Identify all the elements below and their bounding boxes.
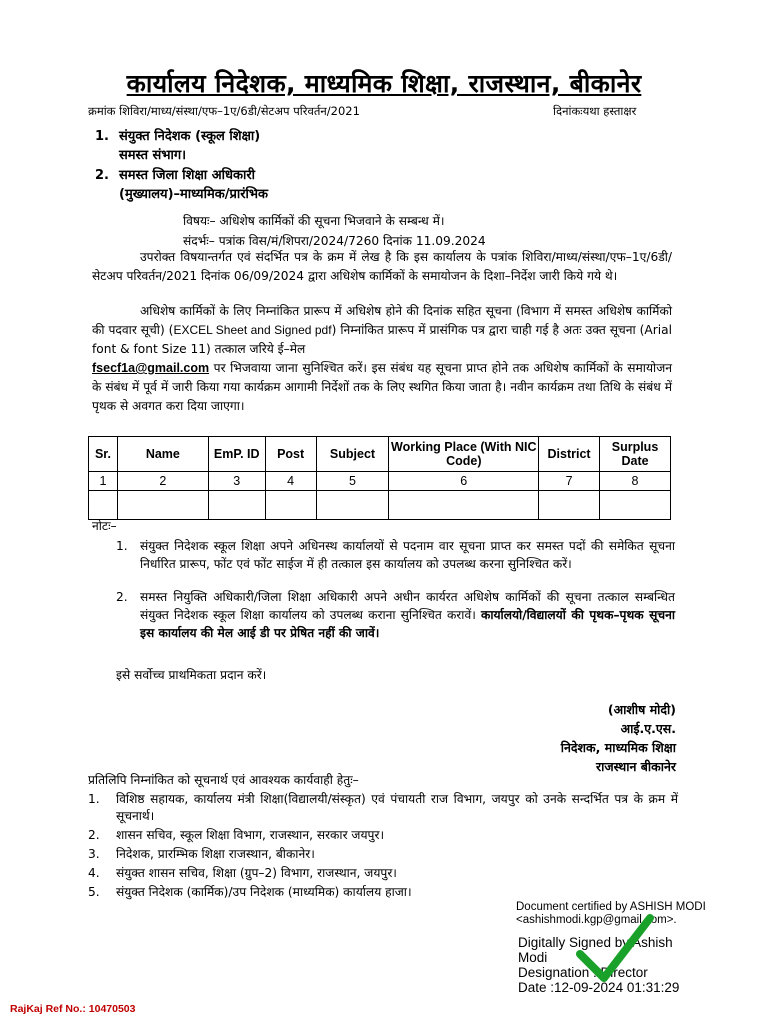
signatory-name: (आशीष मोदी) <box>607 702 676 717</box>
table-cell <box>117 491 208 520</box>
header-cell: EmP. ID <box>208 437 265 472</box>
copy-heading: प्रतिलिपि निम्नांकित को सूचनार्थ एवं आवश्यक कार्यवाही हेतुः– <box>88 773 359 787</box>
table-cell: 7 <box>539 472 600 491</box>
table-row <box>89 491 671 520</box>
date-line: दिनांकःयथा हस्ताक्षर <box>553 104 637 118</box>
signed-by: Digitally Signed by Ashish <box>518 935 673 950</box>
table-cell: 8 <box>600 472 671 491</box>
table-cell <box>389 491 539 520</box>
header-cell: Surplus Date <box>600 437 671 472</box>
note-1: संयुक्त निदेशक स्कूल शिक्षा अपने अधिनस्थ कार्यालयों से पदनाम वार सूचना प्राप्त कर समस्त पदों की समेकित सूचना निर्धारित प्रारूप, फोंट एवं फोंट साईज में ही तत्काल इस कार्यालय को उपलब्ध करना सुनिश्चित करें। <box>140 539 675 571</box>
paragraph-1: उपरोक्त विषयान्तर्गत एवं संदर्भित पत्र के क्रम में लेख है कि इस कार्यालय के पत्रांक शिविरा/माध्य/संस्था/एफ–1ए/6डी/सेटअप परिवर्तन/2021 दिनांक 06/09/2024 द्वारा अधिशेष कार्मिकों के समायोजन के दिशा–निर्देश जारी किये गये थे। <box>92 250 672 283</box>
notes-label: नोटः– <box>92 519 117 533</box>
table-cell: 3 <box>208 472 265 491</box>
signatory-designation: निदेशक, माध्यमिक शिक्षा <box>560 740 676 755</box>
paragraph-text: ) निम्नांकित प्रारूप में प्रासंगिक पत्र द्वारा चाही गई है अतः उक्त सूचना (Arial font & font Size 11) तत्काल जरिये ई–मेल <box>92 323 672 356</box>
addressee-number: 1. <box>95 129 109 144</box>
table-cell: 6 <box>389 472 539 491</box>
office-title: कार्यालय निदेशक, माध्यमिक शिक्षा, राजस्थान, बीकानेर <box>126 69 642 98</box>
note-text: समस्त नियुक्ति अधिकारी/जिला शिक्षा अधिकारी अपने अधीन कार्यरत अधिशेष कार्मिकों की सूचना तत्काल सम्बन्धित संयुक्त निदेशक स्कूल शिक्षा कार्यालय को उपलब्ध कराना सुनिश्चित करावें। <box>140 590 675 622</box>
paragraph-text: पर भिजवाया जाना सुनिश्चित करें। इस संबंध यह सूचना प्राप्त होने तक अधिशेष कार्मिकों के समायोजन के संबंध में पूर्व में जारी किया गया कार्यक्रम आगामी निर्देशों तक के लिए स्थगित किया जाता है। नवीन कार्यक्रम तथा तिथि के संबंध में पृथक से अवगत करा दिया जाएगा। <box>92 361 672 413</box>
rajkaj-ref: RajKaj Ref No.: 10470503 <box>10 1003 136 1015</box>
signed-by-name: Modi <box>518 950 548 965</box>
surplus-table <box>88 436 671 520</box>
addressee-line: संयुक्त निदेशक (स्कूल शिक्षा) <box>119 129 261 144</box>
addressee-line: समस्त संभाग। <box>119 148 187 163</box>
addressee-line: समस्त जिला शिक्षा अधिकारी <box>119 168 256 183</box>
addressee-2 <box>95 166 268 204</box>
table-cell: 2 <box>117 472 208 491</box>
header-cell: Working Place (With NIC Code) <box>389 437 539 472</box>
certificate-email: <ashishmodi.kgp@gmail.com>. <box>516 914 677 926</box>
header-cell: Name <box>117 437 208 472</box>
header-cell: Sr. <box>89 437 118 472</box>
note-bold-text: कार्यालयो/विद्यालयों की पृथक–पृथक सूचना इस कार्यालय की मेल आई डी पर प्रेषित नहीं की जावें। <box>140 608 676 640</box>
list-item: 5. संयुक्त निदेशक (कार्मिक)/उप निदेशक (माध्यमिक) कार्यालय हाजा। <box>88 885 412 899</box>
addressee-number: 2. <box>95 168 109 183</box>
list-item: 1. विशिष्ठ सहायक, कार्यालय मंत्री शिक्षा(विद्यालयी/संस्कृत) एवं पंचायती राज विभाग, जयपुर को उनके सन्दर्भित पत्र के क्रम में सूचनार्थ। <box>88 792 678 823</box>
signature-block <box>561 700 676 776</box>
check-mark-icon <box>574 912 654 984</box>
table-cell <box>265 491 316 520</box>
list-item: 2. शासन सचिव, स्कूल शिक्षा विभाग, राजस्थान, सरकार जयपुर। <box>88 828 385 842</box>
header-cell: Subject <box>316 437 389 472</box>
table-cell: 5 <box>316 472 389 491</box>
table-header-row <box>89 437 671 472</box>
header-cell: District <box>539 437 600 472</box>
copy-list <box>88 791 678 901</box>
note-number: 2. <box>116 590 128 604</box>
certificate-line: Document certified by ASHISH MODI <box>516 901 706 913</box>
table-cell <box>89 491 118 520</box>
list-item: 4. संयुक्त शासन सचिव, शिक्षा (ग्रुप–2) विभाग, राजस्थान, जयपुर। <box>88 866 397 880</box>
note-number: 1. <box>116 539 128 553</box>
table-number-row <box>89 472 671 491</box>
paragraph-2 <box>92 302 672 416</box>
table-cell <box>539 491 600 520</box>
reference-line: संदर्भः– पत्रांक विस/मं/शिपरा/2024/7260 दिनांक 11.09.2024 <box>183 234 486 248</box>
table-cell <box>208 491 265 520</box>
paragraph-text: अधिशेष कार्मिकों के लिए निम्नांकित प्रारूप में अधिशेष होने की दिनांक सहित सूचना (विभाग में समस्त अधिशेष कार्मिको की पदवार सूची) ( <box>92 304 672 337</box>
signatory-service: आई.ए.एस. <box>620 721 676 736</box>
signature-designation: Designation : Director <box>518 965 648 980</box>
priority-line: इसे सर्वोच्च प्राथमिकता प्रदान करें। <box>116 668 267 682</box>
reference-number: क्रमांक शिविरा/माध्य/संस्था/एफ–1ए/6डी/सेटअप परिवर्तन/2021 <box>88 104 360 118</box>
table-cell: 4 <box>265 472 316 491</box>
signatory-place: राजस्थान बीकानेर <box>595 759 676 774</box>
signature-date: Date :12-09-2024 01:31:29 <box>518 980 680 995</box>
excel-note: EXCEL Sheet and Signed pdf <box>173 323 332 337</box>
subject-line: विषयः– अधिशेष कार्मिकों की सूचना भिजवाने के सम्बन्ध में। <box>183 214 445 228</box>
note-2 <box>140 588 675 642</box>
table-cell <box>600 491 671 520</box>
list-item: 3. निदेशक, प्रारम्भिक शिक्षा राजस्थान, बीकानेर। <box>88 847 315 861</box>
addressee-1 <box>95 127 260 165</box>
addressee-line: (मुख्यालय)–माध्यमिक/प्रारंभिक <box>119 187 269 202</box>
table-cell <box>316 491 389 520</box>
header-cell: Post <box>265 437 316 472</box>
email-link[interactable]: fsecf1a@gmail.com <box>92 361 210 375</box>
table-cell: 1 <box>89 472 118 491</box>
